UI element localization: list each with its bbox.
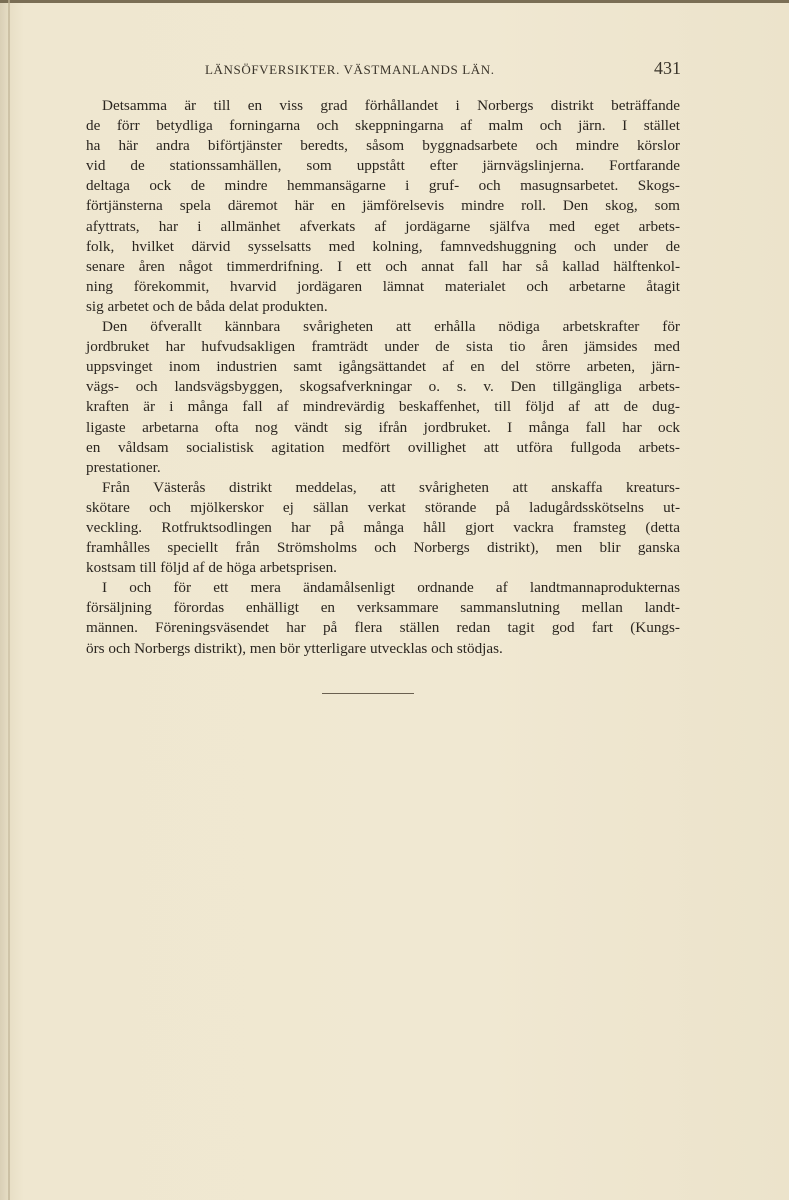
text-line: afyttrats, har i allmänhet afverkats af jordägarne själfva med eget arbets- [86,217,680,235]
text-line: sig arbetet och de båda delat produkten. [86,297,328,315]
text-line: veckling. Rotfruktsodlingen har på många håll gjort vackra framsteg (detta [86,518,680,536]
text-line: framhålles speciellt från Strömsholms och Norbergs distrikt), men blir ganska [86,539,680,557]
text-line: jordbruket har hufvudsakligen framträdt under de sista tio åren jämsides med [86,338,680,356]
page-gutter [8,0,10,1200]
text-line: senare åren något timmerdrifning. I ett och annat fall har så kallad hälftenkol- [86,257,680,275]
text-line: vägs- och landsvägsbyggen, skogsafverkningar o. s. v. Den tillgängliga arbets- [86,378,680,396]
running-title: LÄNSÖFVERSIKTER. VÄSTMANLANDS LÄN. [205,62,495,77]
text-line: förtjänsterna spela däremot här en jämförelsevis mindre roll. Den skog, som [86,197,680,215]
text-line: ligaste arbetarna ofta nog vändt sig ifrån jordbruket. I många fall har ock [86,418,680,436]
text-line: Den öfverallt kännbara svårigheten att erhålla nödiga arbetskrafter för [102,318,680,336]
text-line: Från Västerås distrikt meddelas, att svårigheten att anskaffa kreaturs- [102,478,680,496]
text-line: männen. Föreningsväsendet har på flera ställen redan tagit god fart (Kungs- [86,619,680,637]
section-end-rule [322,693,414,694]
text-line: skötare och mjölkerskor ej sällan verkat störande på ladugårdsskötselns ut- [86,498,680,516]
text-line: uppsvinget inom industrien samt igångsättandet af en del större arbeten, järn- [86,358,680,376]
text-line: ning förekommit, hvarvid jordägaren lämnat materialet och arbetarne åtagit [86,277,680,295]
text-line: deltaga ock de mindre hemmansägarne i gruf- och masugnsarbetet. Skogs- [86,177,680,195]
text-line: ha här andra biförtjänster beredts, såsom byggnadsarbete och mindre körslor [86,137,680,155]
text-line: Detsamma är till en viss grad förhållandet i Norbergs distrikt beträffande [102,97,680,114]
text-line: försäljning förordas enhälligt en verksammare sammanslutning mellan landt- [86,599,680,617]
text-line: vid de stationssamhällen, som uppstått efter järnvägslinjerna. Fortfarande [86,157,680,175]
text-line: örs och Norbergs distrikt), men bör ytterligare utvecklas och stödjas. [86,639,503,657]
text-line: kraften är i många fall af mindrevärdig beskaffenhet, till följd af att de dug- [86,398,680,416]
text-line: en våldsam socialistisk agitation medfört ovillighet att utföra fullgoda arbets- [86,438,680,456]
text-line: kostsam till följd af de höga arbetsprisen. [86,559,337,577]
text-line: prestationer. [86,458,161,476]
page-top-edge [0,0,789,3]
body-text [86,96,680,659]
text-line: folk, hvilket därvid sysselsatts med kolning, famnvedshuggning och under de [86,237,680,255]
text-line: I och för ett mera ändamålsenligt ordnande af landtmannaprodukternas [102,579,680,597]
page-number: 431 [654,58,681,78]
text-line: de förr betydliga forningarna och skeppningarna af malm och järn. I stället [86,117,680,135]
